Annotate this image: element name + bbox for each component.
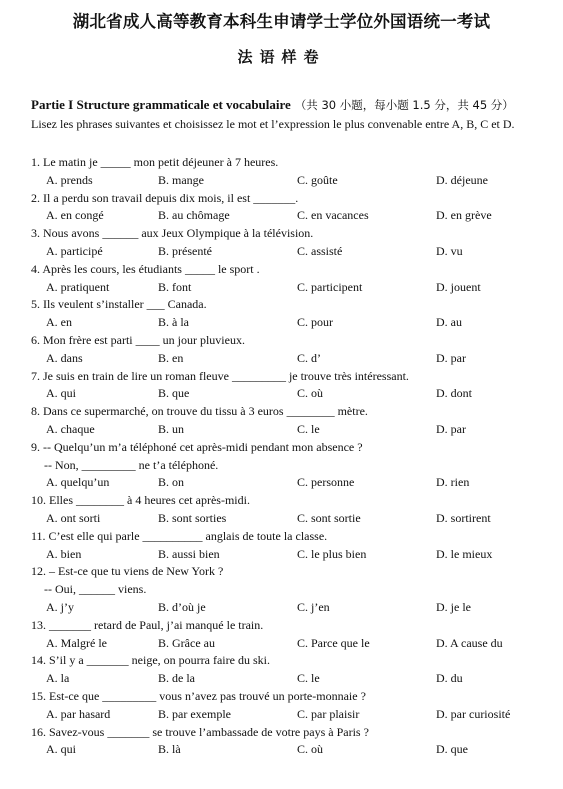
question-stem: 7. Je suis en train de lire un roman fleuve _________ je trouve très intéressant. xyxy=(31,368,409,383)
question-item xyxy=(31,652,561,688)
answer-option-c: C. sont sortie xyxy=(297,510,361,525)
question-stem: 1. Le matin je _____ mon petit déjeuner à 7 heures. xyxy=(31,155,279,169)
question-item xyxy=(31,492,561,528)
answer-option-b: B. font xyxy=(158,279,192,294)
question-item xyxy=(31,724,561,760)
exam-subtitle: 法语样卷 xyxy=(237,48,326,66)
question-item xyxy=(31,403,561,439)
question-item xyxy=(31,439,561,492)
answer-option-b: B. au chômage xyxy=(158,208,230,223)
question-item xyxy=(31,225,561,261)
answer-option-c: C. participent xyxy=(297,279,363,294)
answer-option-c: C. le xyxy=(297,421,320,436)
answer-option-b: B. de la xyxy=(158,671,195,686)
answer-options xyxy=(31,279,561,297)
answer-option-d: D. en grève xyxy=(436,208,492,223)
answer-option-b: B. on xyxy=(158,475,185,490)
answer-option-b: B. mange xyxy=(158,172,204,187)
answer-option-d: D. par xyxy=(436,350,466,365)
answer-option-b: B. d’où je xyxy=(158,599,206,614)
answer-option-b: B. aussi bien xyxy=(158,546,220,561)
answer-option-c: C. le plus bien xyxy=(297,546,367,561)
question-stem: 3. Nous avons ______ aux Jeux Olympique à la télévision. xyxy=(31,226,314,241)
answer-option-c: C. Parce que le xyxy=(297,635,370,650)
answer-options xyxy=(31,635,561,653)
answer-option-d: D. rien xyxy=(436,475,470,490)
question-item xyxy=(31,296,561,332)
answer-option-a: A. dans xyxy=(46,350,83,365)
answer-option-c: C. assisté xyxy=(297,243,343,258)
answer-option-a: A. en xyxy=(46,315,72,330)
question-item xyxy=(31,528,561,564)
answer-option-d: D. le mieux xyxy=(436,546,493,561)
answer-option-d: D. je le xyxy=(436,599,471,614)
answer-option-d: D. déjeune xyxy=(436,172,488,187)
answer-option-c: C. goûte xyxy=(297,172,338,187)
answer-options xyxy=(31,421,561,439)
question-stem-continuation: -- Non, _________ ne t’a téléphoné. xyxy=(44,457,219,472)
answer-option-c: C. j’en xyxy=(297,599,330,614)
question-stem-continuation: -- Oui, ______ viens. xyxy=(44,582,147,597)
answer-option-d: D. A cause du xyxy=(436,635,503,650)
answer-option-c: C. le xyxy=(297,671,320,686)
answer-option-c: C. où xyxy=(297,386,324,401)
question-stem: 11. C’est elle qui parle __________ anglais de toute la classe. xyxy=(31,528,328,543)
answer-option-c: C. où xyxy=(297,742,324,757)
question-stem: 16. Savez-vous _______ se trouve l’ambassade de votre pays à Paris ? xyxy=(31,724,369,739)
answer-option-d: D. par curiosité xyxy=(436,706,511,721)
answer-option-d: D. vu xyxy=(436,243,463,258)
answer-option-a: A. quelqu’un xyxy=(46,475,110,490)
answer-options xyxy=(31,670,561,688)
answer-option-a: A. j’y xyxy=(46,599,74,614)
answer-option-d: D. dont xyxy=(436,386,472,401)
answer-option-b: B. là xyxy=(158,742,181,757)
question-stem: 15. Est-ce que _________ vous n’avez pas trouvé un porte-monnaie ? xyxy=(31,688,366,703)
answer-option-a: A. qui xyxy=(46,742,76,757)
question-stem: 8. Dans ce supermarché, on trouve du tissu à 3 euros ________ mètre. xyxy=(31,404,368,419)
question-stem: 9. -- Quelqu’un m’a téléphoné cet après-midi pendant mon absence ? xyxy=(31,439,363,454)
question-item xyxy=(31,154,561,190)
question-item xyxy=(31,563,561,616)
answer-options xyxy=(31,474,561,492)
answer-option-b: B. en xyxy=(158,350,184,365)
answer-options xyxy=(31,350,561,368)
question-item xyxy=(31,332,561,368)
answer-options xyxy=(31,207,561,225)
answer-option-a: A. la xyxy=(46,671,70,686)
answer-option-b: B. présenté xyxy=(158,243,212,258)
answer-options xyxy=(31,385,561,403)
answer-option-c: C. d’ xyxy=(297,350,321,365)
answer-option-b: B. un xyxy=(158,421,185,436)
answer-options xyxy=(31,599,561,617)
part-heading-title: Partie I Structure grammaticale et vocabulaire xyxy=(31,97,291,112)
answer-option-b: B. que xyxy=(158,386,190,401)
answer-option-d: D. jouent xyxy=(436,279,481,294)
part-heading-note: （共 30 小题，每小题 1.5 分，共 45 分） xyxy=(294,98,514,112)
answer-option-a: A. ont sorti xyxy=(46,510,101,525)
answer-option-a: A. pratiquent xyxy=(46,279,110,294)
answer-option-c: C. pour xyxy=(297,315,333,330)
answer-option-a: A. chaque xyxy=(46,421,95,436)
question-stem: 2. Il a perdu son travail depuis dix mois, il est _______. xyxy=(31,190,299,205)
question-item xyxy=(31,617,561,653)
answer-option-d: D. que xyxy=(436,742,468,757)
answer-option-c: C. personne xyxy=(297,475,355,490)
answer-options xyxy=(31,510,561,528)
answer-option-b: B. sont sorties xyxy=(158,510,227,525)
answer-options xyxy=(31,314,561,332)
part-heading xyxy=(31,97,514,113)
question-item xyxy=(31,190,561,226)
answer-option-a: A. Malgré le xyxy=(46,635,107,650)
question-stem: 13. _______ retard de Paul, j’ai manqué le train. xyxy=(31,617,264,632)
answer-option-a: A. par hasard xyxy=(46,706,111,721)
answer-option-a: A. qui xyxy=(46,386,76,401)
question-stem: 10. Elles ________ à 4 heures cet après-midi. xyxy=(31,493,250,508)
question-list xyxy=(31,154,561,759)
answer-option-d: D. sortirent xyxy=(436,510,491,525)
question-item xyxy=(31,368,561,404)
answer-option-c: C. en vacances xyxy=(297,208,369,223)
question-stem: 4. Après les cours, les étudiants _____ le sport . xyxy=(31,261,260,276)
answer-options xyxy=(31,706,561,724)
part-instructions: Lisez les phrases suivantes et choisissez le mot et l’expression le plus convenable entre A, B, C et D. xyxy=(31,117,515,131)
question-item xyxy=(31,688,561,724)
answer-option-a: A. prends xyxy=(46,172,93,187)
answer-option-a: A. participé xyxy=(46,243,103,258)
question-stem: 14. S’il y a _______ neige, on pourra faire du ski. xyxy=(31,653,270,668)
question-stem: 5. Ils veulent s’installer ___ Canada. xyxy=(31,297,207,312)
answer-option-d: D. du xyxy=(436,671,463,686)
answer-option-a: A. en congé xyxy=(46,208,104,223)
answer-options xyxy=(31,243,561,261)
exam-title: 湖北省成人高等教育本科生申请学士学位外国语统一考试 xyxy=(72,12,491,31)
answer-options xyxy=(31,546,561,564)
answer-option-a: A. bien xyxy=(46,546,82,561)
question-stem: 6. Mon frère est parti ____ un jour pluvieux. xyxy=(31,332,245,347)
answer-option-b: B. à la xyxy=(158,315,189,330)
answer-options xyxy=(31,741,561,759)
answer-option-b: B. Grâce au xyxy=(158,635,215,650)
answer-options xyxy=(31,172,561,190)
answer-option-c: C. par plaisir xyxy=(297,706,360,721)
question-item xyxy=(31,261,561,297)
answer-option-b: B. par exemple xyxy=(158,706,231,721)
question-stem: 12. – Est-ce que tu viens de New York ? xyxy=(31,564,224,579)
answer-option-d: D. par xyxy=(436,421,466,436)
answer-option-d: D. au xyxy=(436,315,462,330)
